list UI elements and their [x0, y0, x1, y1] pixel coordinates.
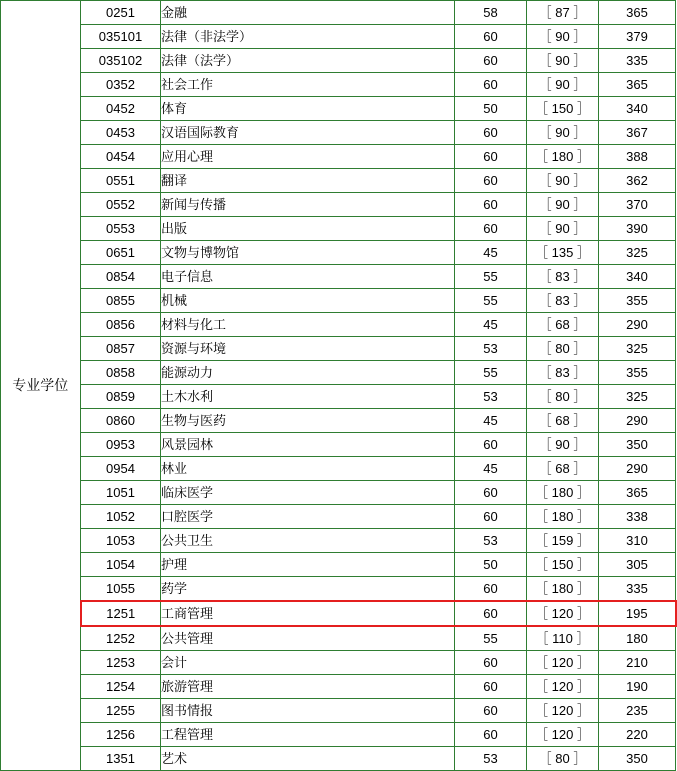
table-row: [1, 1, 676, 25]
bracket-score: ［ 90 ］: [527, 193, 599, 217]
bracket-score: ［ 120 ］: [527, 723, 599, 747]
bracket-score: ［ 90 ］: [527, 217, 599, 241]
major-name: 机械: [161, 289, 455, 313]
major-name: 会计: [161, 651, 455, 675]
total-score: 325: [599, 241, 676, 265]
table-row: [1, 553, 676, 577]
table-row: [1, 241, 676, 265]
major-code: 0860: [81, 409, 161, 433]
single-subject-score: 45: [455, 313, 527, 337]
single-subject-score: 60: [455, 25, 527, 49]
major-name: 出版: [161, 217, 455, 241]
major-code: 0651: [81, 241, 161, 265]
major-name: 艺术: [161, 747, 455, 771]
bracket-score: ［ 68 ］: [527, 313, 599, 337]
bracket-score: ［ 90 ］: [527, 169, 599, 193]
table-row: [1, 49, 676, 73]
major-code: 1051: [81, 481, 161, 505]
bracket-score: ［ 87 ］: [527, 1, 599, 25]
major-code: 0453: [81, 121, 161, 145]
total-score: 335: [599, 49, 676, 73]
table-row: [1, 409, 676, 433]
total-score: 190: [599, 675, 676, 699]
bracket-score: ［ 90 ］: [527, 25, 599, 49]
bracket-score: ［ 83 ］: [527, 289, 599, 313]
total-score: 355: [599, 361, 676, 385]
major-code: 1254: [81, 675, 161, 699]
single-subject-score: 60: [455, 49, 527, 73]
bracket-score: ［ 90 ］: [527, 73, 599, 97]
major-name: 电子信息: [161, 265, 455, 289]
major-code: 1255: [81, 699, 161, 723]
single-subject-score: 60: [455, 699, 527, 723]
bracket-score: ［ 68 ］: [527, 409, 599, 433]
major-code: 1054: [81, 553, 161, 577]
bracket-score: ［ 80 ］: [527, 337, 599, 361]
single-subject-score: 60: [455, 169, 527, 193]
major-name: 风景园林: [161, 433, 455, 457]
bracket-score: ［ 180 ］: [527, 145, 599, 169]
table-row: [1, 265, 676, 289]
major-name: 法律（法学）: [161, 49, 455, 73]
single-subject-score: 60: [455, 145, 527, 169]
table-row: [1, 699, 676, 723]
bracket-score: ［ 120 ］: [527, 699, 599, 723]
major-name: 社会工作: [161, 73, 455, 97]
total-score: 180: [599, 626, 676, 651]
total-score: 325: [599, 385, 676, 409]
single-subject-score: 53: [455, 385, 527, 409]
major-code: 0454: [81, 145, 161, 169]
major-name: 口腔医学: [161, 505, 455, 529]
bracket-score: ［ 90 ］: [527, 49, 599, 73]
total-score: 338: [599, 505, 676, 529]
single-subject-score: 55: [455, 361, 527, 385]
major-name: 护理: [161, 553, 455, 577]
major-code: 0954: [81, 457, 161, 481]
total-score: 290: [599, 313, 676, 337]
major-code: 1251: [81, 601, 161, 626]
major-name: 药学: [161, 577, 455, 602]
bracket-score: ［ 83 ］: [527, 361, 599, 385]
single-subject-score: 45: [455, 241, 527, 265]
major-name: 临床医学: [161, 481, 455, 505]
major-code: 0854: [81, 265, 161, 289]
total-score: 365: [599, 1, 676, 25]
bracket-score: ［ 120 ］: [527, 601, 599, 626]
total-score: 340: [599, 265, 676, 289]
major-code: 0352: [81, 73, 161, 97]
single-subject-score: 55: [455, 626, 527, 651]
total-score: 390: [599, 217, 676, 241]
single-subject-score: 60: [455, 121, 527, 145]
total-score: 367: [599, 121, 676, 145]
bracket-score: ［ 180 ］: [527, 577, 599, 602]
total-score: 388: [599, 145, 676, 169]
major-name: 公共管理: [161, 626, 455, 651]
major-code: 0856: [81, 313, 161, 337]
major-code: 1256: [81, 723, 161, 747]
major-name: 林业: [161, 457, 455, 481]
table-row: [1, 529, 676, 553]
table-row: [1, 505, 676, 529]
major-code: 0859: [81, 385, 161, 409]
bracket-score: ［ 180 ］: [527, 505, 599, 529]
bracket-score: ［ 80 ］: [527, 747, 599, 771]
table-row: [1, 457, 676, 481]
table-row: [1, 433, 676, 457]
total-score: 340: [599, 97, 676, 121]
total-score: 210: [599, 651, 676, 675]
major-name: 法律（非法学）: [161, 25, 455, 49]
major-code: 1351: [81, 747, 161, 771]
major-name: 图书情报: [161, 699, 455, 723]
total-score: 355: [599, 289, 676, 313]
single-subject-score: 45: [455, 457, 527, 481]
table-row: [1, 723, 676, 747]
single-subject-score: 45: [455, 409, 527, 433]
table-row: [1, 577, 676, 602]
single-subject-score: 60: [455, 505, 527, 529]
bracket-score: ［ 80 ］: [527, 385, 599, 409]
total-score: 379: [599, 25, 676, 49]
table-row: [1, 313, 676, 337]
major-code: 0857: [81, 337, 161, 361]
bracket-score: ［ 150 ］: [527, 553, 599, 577]
single-subject-score: 60: [455, 651, 527, 675]
major-name: 新闻与传播: [161, 193, 455, 217]
major-code: 0552: [81, 193, 161, 217]
major-code: 1252: [81, 626, 161, 651]
single-subject-score: 50: [455, 97, 527, 121]
total-score: 220: [599, 723, 676, 747]
table-row: [1, 361, 676, 385]
major-name: 翻译: [161, 169, 455, 193]
bracket-score: ［ 180 ］: [527, 481, 599, 505]
single-subject-score: 53: [455, 529, 527, 553]
major-name: 资源与环境: [161, 337, 455, 361]
single-subject-score: 60: [455, 73, 527, 97]
table-row: [1, 193, 676, 217]
major-name: 公共卫生: [161, 529, 455, 553]
total-score: 290: [599, 409, 676, 433]
total-score: 370: [599, 193, 676, 217]
total-score: 310: [599, 529, 676, 553]
single-subject-score: 60: [455, 433, 527, 457]
table-row: [1, 651, 676, 675]
total-score: 335: [599, 577, 676, 602]
bracket-score: ［ 90 ］: [527, 121, 599, 145]
table-row: [1, 626, 676, 651]
major-code: 035101: [81, 25, 161, 49]
total-score: 235: [599, 699, 676, 723]
single-subject-score: 60: [455, 675, 527, 699]
major-code: 0251: [81, 1, 161, 25]
table-row: [1, 675, 676, 699]
major-code: 035102: [81, 49, 161, 73]
table-row: [1, 289, 676, 313]
major-code: 1052: [81, 505, 161, 529]
table-row: [1, 481, 676, 505]
bracket-score: ［ 159 ］: [527, 529, 599, 553]
major-code: 0452: [81, 97, 161, 121]
single-subject-score: 53: [455, 337, 527, 361]
major-name: 材料与化工: [161, 313, 455, 337]
table-row: [1, 337, 676, 361]
total-score: 350: [599, 747, 676, 771]
major-name: 工程管理: [161, 723, 455, 747]
major-code: 1253: [81, 651, 161, 675]
single-subject-score: 55: [455, 265, 527, 289]
single-subject-score: 55: [455, 289, 527, 313]
single-subject-score: 60: [455, 481, 527, 505]
table-row: [1, 169, 676, 193]
single-subject-score: 50: [455, 553, 527, 577]
major-name: 旅游管理: [161, 675, 455, 699]
single-subject-score: 60: [455, 193, 527, 217]
table-row: [1, 145, 676, 169]
major-name: 生物与医药: [161, 409, 455, 433]
major-code: 0855: [81, 289, 161, 313]
major-name: 汉语国际教育: [161, 121, 455, 145]
table-row: [1, 747, 676, 771]
table-row: [1, 97, 676, 121]
major-name: 应用心理: [161, 145, 455, 169]
single-subject-score: 58: [455, 1, 527, 25]
total-score: 365: [599, 481, 676, 505]
table-row: [1, 121, 676, 145]
major-code: 1055: [81, 577, 161, 602]
single-subject-score: 53: [455, 747, 527, 771]
table-row: [1, 73, 676, 97]
total-score: 325: [599, 337, 676, 361]
bracket-score: ［ 120 ］: [527, 651, 599, 675]
total-score: 350: [599, 433, 676, 457]
major-code: 0953: [81, 433, 161, 457]
major-name: 能源动力: [161, 361, 455, 385]
total-score: 195: [599, 601, 676, 626]
major-code: 1053: [81, 529, 161, 553]
total-score: 290: [599, 457, 676, 481]
major-code: 0551: [81, 169, 161, 193]
single-subject-score: 60: [455, 217, 527, 241]
major-name: 金融: [161, 1, 455, 25]
single-subject-score: 60: [455, 577, 527, 602]
bracket-score: ［ 83 ］: [527, 265, 599, 289]
bracket-score: ［ 135 ］: [527, 241, 599, 265]
major-name: 工商管理: [161, 601, 455, 626]
major-name: 文物与博物馆: [161, 241, 455, 265]
major-name: 土木水利: [161, 385, 455, 409]
total-score: 365: [599, 73, 676, 97]
major-code: 0553: [81, 217, 161, 241]
table-row: [1, 217, 676, 241]
major-name: 体育: [161, 97, 455, 121]
degree-group-label: 专业学位: [1, 1, 81, 771]
table-row: [1, 601, 676, 626]
table-body: [1, 1, 676, 771]
bracket-score: ［ 110 ］: [527, 626, 599, 651]
bracket-score: ［ 150 ］: [527, 97, 599, 121]
single-subject-score: 60: [455, 723, 527, 747]
total-score: 362: [599, 169, 676, 193]
bracket-score: ［ 90 ］: [527, 433, 599, 457]
bracket-score: ［ 68 ］: [527, 457, 599, 481]
major-code: 0858: [81, 361, 161, 385]
bracket-score: ［ 120 ］: [527, 675, 599, 699]
table-row: [1, 25, 676, 49]
table-row: [1, 385, 676, 409]
total-score: 305: [599, 553, 676, 577]
single-subject-score: 60: [455, 601, 527, 626]
